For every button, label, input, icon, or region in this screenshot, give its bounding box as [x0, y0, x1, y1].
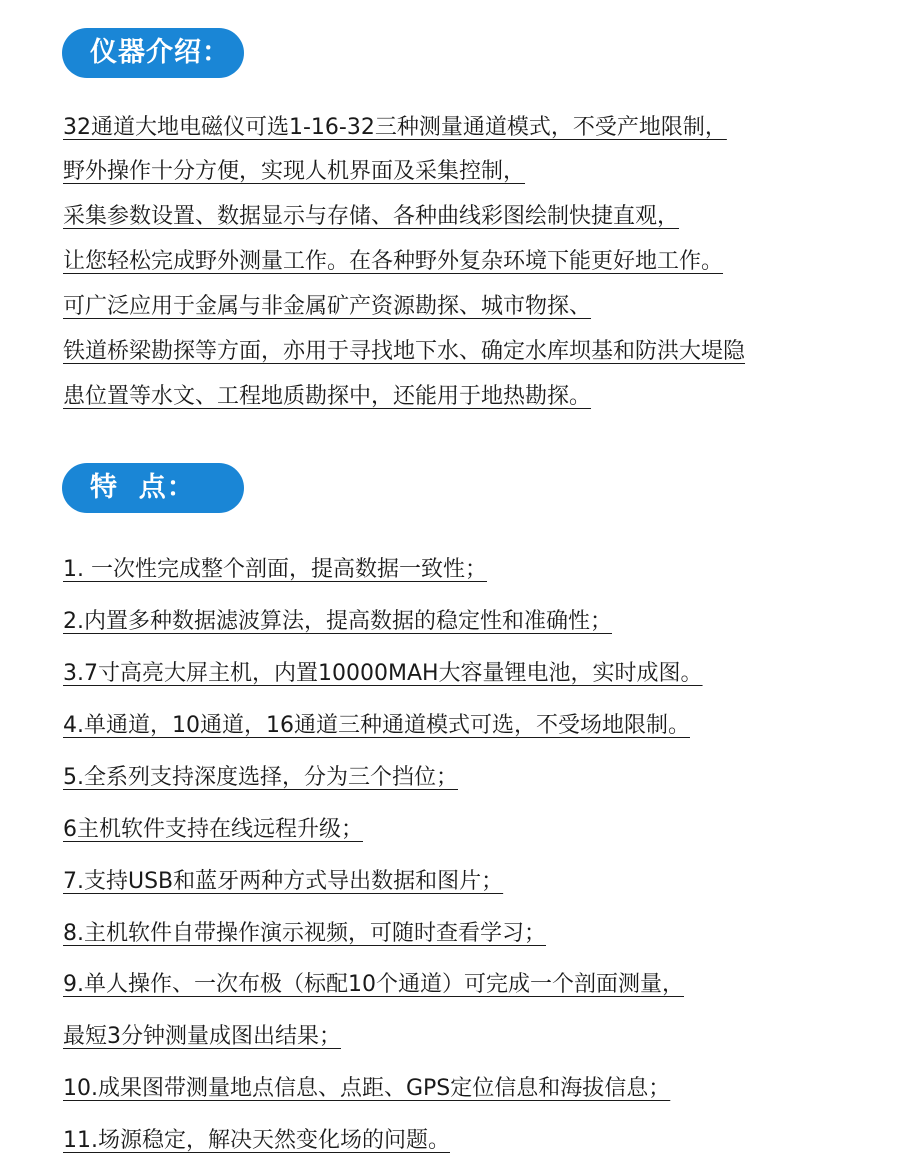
feature-item: 11.场源稳定，解决天然变化场的问题。: [63, 1128, 450, 1153]
section-title-intro: 仪器介绍：: [62, 28, 244, 78]
intro-line: 可广泛应用于金属与非金属矿产资源勘探、城市物探、: [63, 294, 592, 319]
intro-line: 野外操作十分方便，实现人机界面及采集控制，: [63, 159, 526, 184]
feature-item: 8.主机软件自带操作演示视频，可随时查看学习；: [63, 921, 546, 946]
feature-item: 1. 一次性完成整个剖面，提高数据一致性；: [63, 557, 487, 582]
feature-item: 9.单人操作、一次布极（标配10个通道）可完成一个剖面测量，: [63, 972, 684, 997]
feature-item: 2.内置多种数据滤波算法，提高数据的稳定性和准确性；: [63, 609, 612, 634]
intro-line: 采集参数设置、数据显示与存储、各种曲线彩图绘制快捷直观，: [63, 204, 680, 229]
feature-item: 7.支持USB和蓝牙两种方式导出数据和图片；: [63, 869, 504, 894]
feature-item: 6主机软件支持在线远程升级；: [63, 817, 363, 842]
feature-item: 3.7寸高亮大屏主机，内置10000MAH大容量锂电池，实时成图。: [63, 661, 703, 686]
intro-line: 铁道桥梁勘探等方面，亦用于寻找地下水、确定水库坝基和防洪大堤隐: [63, 339, 746, 364]
feature-item: 10.成果图带测量地点信息、点距、GPS定位信息和海拔信息；: [63, 1076, 671, 1101]
feature-item: 最短3分钟测量成图出结果；: [63, 1024, 341, 1049]
intro-line: 32通道大地电磁仪可选1-16-32三种测量通道模式，不受产地限制，: [63, 115, 727, 140]
intro-line: 患位置等水文、工程地质勘探中，还能用于地热勘探。: [63, 384, 592, 409]
feature-item: 5.全系列支持深度选择，分为三个挡位；: [63, 765, 458, 790]
section-title-features: 特 点：: [62, 463, 244, 513]
feature-item: 4.单通道，10通道，16通道三种通道模式可选，不受场地限制。: [63, 713, 690, 738]
intro-line: 让您轻松完成野外测量工作。在各种野外复杂环境下能更好地工作。: [63, 249, 724, 274]
